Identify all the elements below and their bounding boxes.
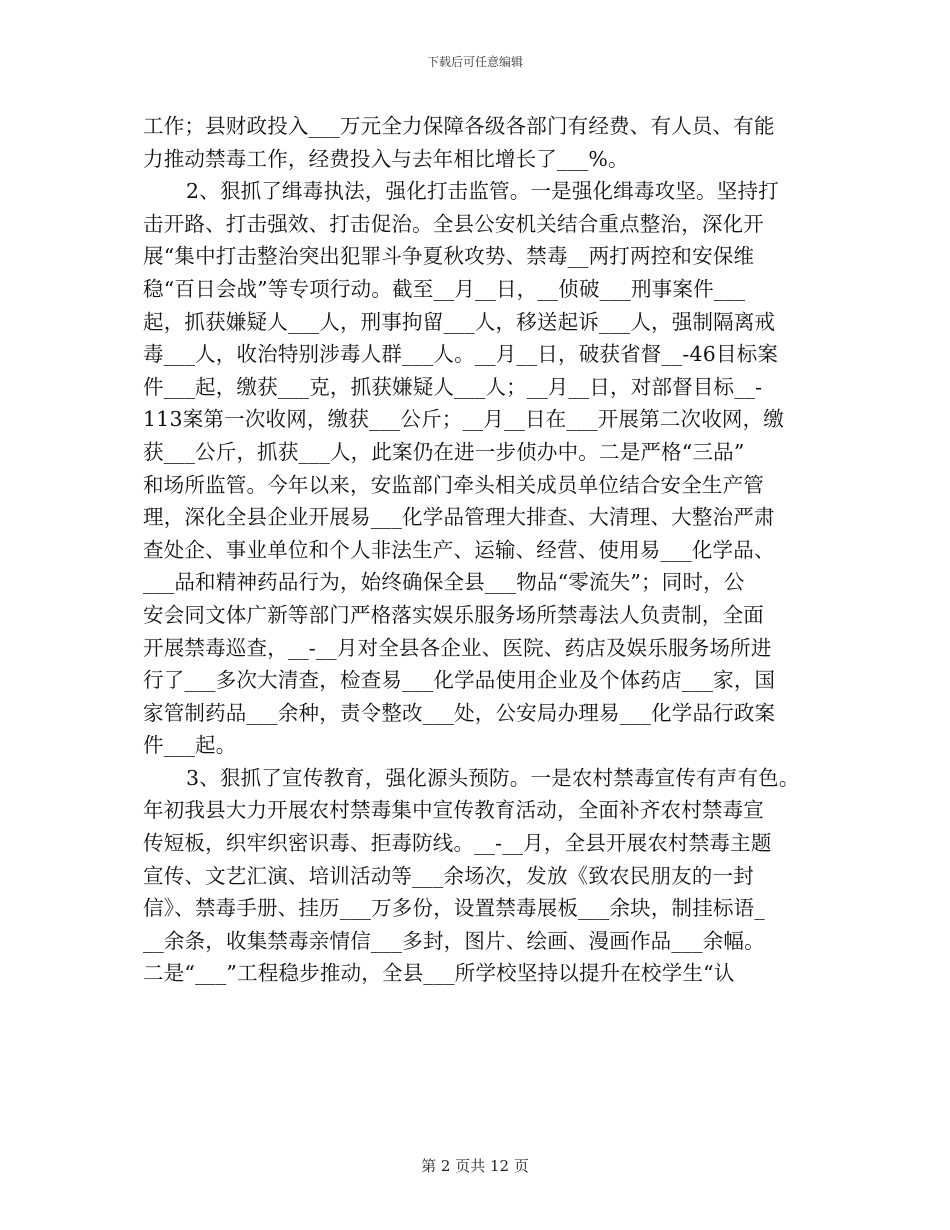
text-line: 力推动禁毒工作，经费投入与去年相比增长了___%。 <box>143 146 629 171</box>
text-line: 件___起，缴获___克，抓获嫌疑人___人；__月__日，对部督目标__- <box>143 374 763 399</box>
text-line: ___品和精神药品行为，始终确保全县___物品“零流失”；同时，公 <box>143 570 745 595</box>
text-line: 宣传、文艺汇演、培训活动等___余场次，发放《致农民朋友的一封 <box>143 863 754 888</box>
text-line: 开展禁毒巡查，__-__月对全县各企业、医院、药店及娱乐服务场所进 <box>143 635 772 660</box>
text-line: 和场所监管。今年以来，安监部门牵头相关成员单位结合安全生产管 <box>143 472 764 497</box>
paragraph <box>143 110 825 175</box>
text-line: 家管制药品___余种，责令整改___处，公安局办理易___化学品行政案 <box>143 700 776 725</box>
text-line: 安会同文体广新等部门严格落实娱乐服务场所禁毒法人负责制，全面 <box>143 602 764 627</box>
text-line: 获___公斤，抓获___人，此案仍在进一步侦办中。二是严格“三品” <box>143 439 745 464</box>
text-line: 理，深化全县企业开展易___化学品管理大排查、大清理、大整治严肃 <box>143 505 775 530</box>
text-line: 传短板，织牢织密识毒、拒毒防线。__-__月，全县开展农村禁毒主题 <box>143 831 772 856</box>
text-line: 稳“百日会战”等专项行动。截至__月__日，__侦破___刑事案件___ <box>143 276 746 301</box>
text-line: 信》、禁毒手册、挂历___万多份，设置禁毒展板___余块，制挂标语_ <box>143 896 765 921</box>
paragraph <box>143 175 825 762</box>
text-line: 件___起。 <box>143 733 237 758</box>
text-line: 2、狠抓了缉毒执法，强化打击监管。一是强化缉毒攻坚。坚持打 <box>186 179 779 204</box>
text-line: 起，抓获嫌疑人___人，刑事拘留___人，移送起诉___人，强制隔离戒 <box>143 309 776 334</box>
text-line: 查处企、事业单位和个人非法生产、运输、经营、使用易___化学品、 <box>143 537 775 562</box>
text-line: 工作；县财政投入___万元全力保障各级各部门有经费、有人员、有能 <box>143 114 775 138</box>
page-header: 下载后可任意编辑 <box>426 55 523 69</box>
text-line: 展“集中打击整治突出犯罪斗争夏秋攻势、禁毒__两打两控和安保维 <box>143 244 755 269</box>
text-line: 击开路、打击强效、打击促治。全县公安机关结合重点整治，深化开 <box>143 211 764 236</box>
document-body <box>143 110 825 990</box>
text-line: 行了___多次大清查，检查易___化学品使用企业及个体药店___家，国 <box>143 668 776 693</box>
text-line: 二是“___”工程稳步推动，全县___所学校坚持以提升在校学生“认 <box>143 961 735 986</box>
text-line: 年初我县大力开展农村禁毒集中宣传教育活动，全面补齐农村禁毒宣 <box>143 798 764 823</box>
text-line: 113案第一次收网，缴获___公斤；__月__日在___开展第二次收网，缴 <box>143 407 785 432</box>
text-line: 3、狠抓了宣传教育，强化源头预防。一是农村禁毒宣传有声有色。 <box>186 765 800 790</box>
page-number-footer: 第 2 页共 12 页 <box>421 1157 529 1175</box>
text-line: 毒___人，收治特别涉毒人群___人。__月__日，破获省督__-46目标案 <box>143 342 779 367</box>
paragraph <box>143 762 825 990</box>
text-line: __余条，收集禁毒亲情信___多封，图片、绘画、漫画作品___余幅。 <box>143 928 765 953</box>
